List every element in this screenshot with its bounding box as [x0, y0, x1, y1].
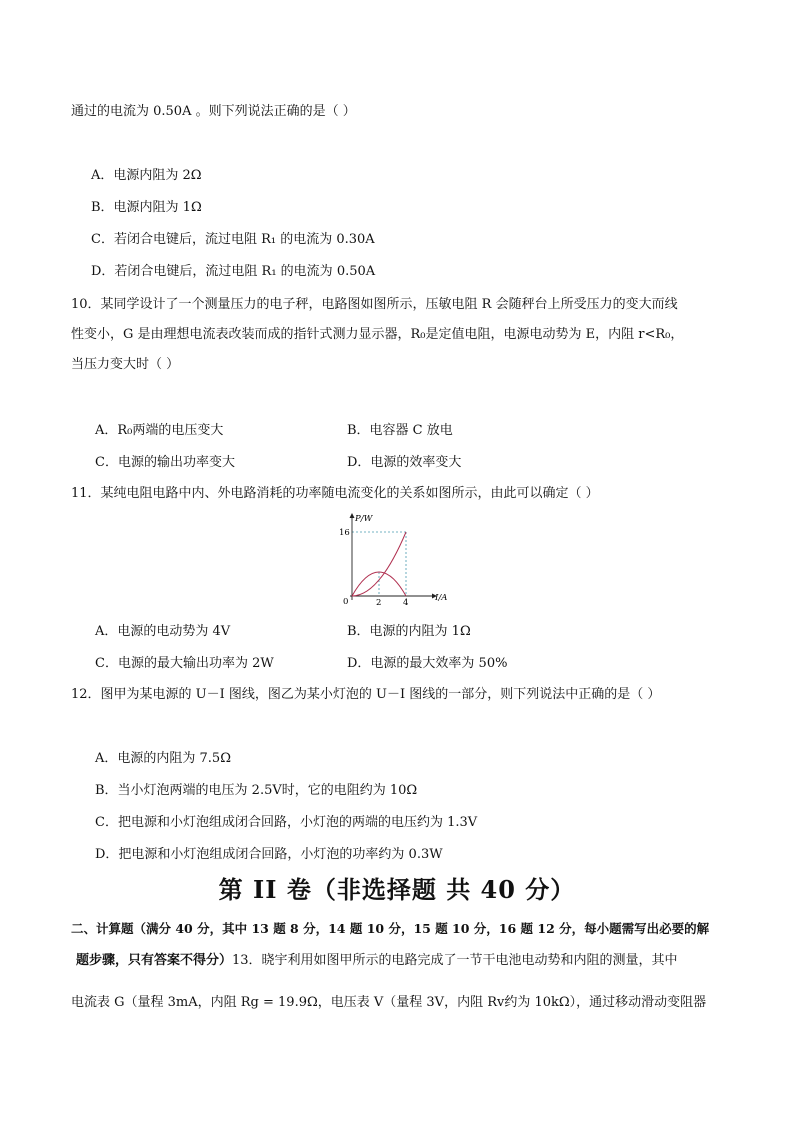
q9-option-d: D．若闭合电键后，流过电阻 R₁ 的电流为 0.50A — [91, 264, 376, 279]
q9-stem-end: 通过的电流为 0.50A 。则下列说法正确的是（ ） — [71, 104, 356, 119]
q11-option-c: C．电源的最大输出功率为 2W — [95, 656, 274, 671]
q11-option-a: A．电源的电动势为 4V — [95, 624, 231, 639]
graph-x-tick-4: 4 — [403, 598, 409, 608]
section-two-note: 题步骤，只有答案不得分） — [76, 953, 233, 968]
graph-x-tick-2: 2 — [376, 598, 382, 608]
q12-option-a: A．电源的内阻为 7.5Ω — [95, 751, 231, 766]
q10-stem-line-3: 当压力变大时（ ） — [71, 357, 180, 372]
q12-stem: 12．图甲为某电源的 U－I 图线，图乙为某小灯泡的 U－I 图线的一部分，则下列说法中正确的是（ ） — [71, 687, 661, 702]
q9-option-c: C．若闭合电键后，流过电阻 R₁ 的电流为 0.30A — [91, 232, 375, 247]
q10-option-c: C．电源的输出功率变大 — [95, 455, 235, 470]
q11-option-d: D．电源的最大效率为 50% — [347, 656, 508, 671]
graph-y-tick-16: 16 — [339, 528, 350, 538]
q13-stem-line-2: 电流表 G（量程 3mA，内阻 Rg = 19.9Ω，电压表 V（量程 3V，内阻 Rv约为 10kΩ），通过移动滑动变阻器 — [71, 995, 707, 1010]
q11-stem: 11．某纯电阻电路中内、外电路消耗的功率随电流变化的关系如图所示，由此可以确定（ ） — [71, 486, 599, 501]
part-two-heading: 第 II 卷（非选择题 共 40 分） — [218, 875, 576, 904]
q9-option-b: B．电源内阻为 1Ω — [91, 200, 202, 215]
q10-option-a: A．R₀两端的电压变大 — [95, 423, 224, 438]
q10-option-b: B．电容器 C 放电 — [347, 423, 453, 438]
q12-option-d: D．把电源和小灯泡组成闭合回路，小灯泡的功率约为 0.3W — [95, 847, 443, 862]
graph-y-arrow — [350, 513, 355, 518]
q10-stem-line-1: 10．某同学设计了一个测量压力的电子秤，电路图如图所示，压敏电阻 R 会随秤台上所受压力的变大而线 — [71, 297, 678, 312]
q10-stem-line-2: 性变小，G 是由理想电流表改装而成的指针式测力显示器，R₀是定值电阻，电源电动势为 E，内阻 r<R₀， — [71, 327, 684, 342]
q13-stem-start: 13．晓宇利用如图甲所示的电路完成了一节干电池电动势和内阻的测量，其中 — [232, 953, 678, 968]
q12-option-c: C．把电源和小灯泡组成闭合回路，小灯泡的两端的电压约为 1.3V — [95, 815, 478, 830]
q11-power-current-graph — [336, 508, 456, 608]
graph-inner-power-curve — [352, 532, 406, 596]
q12-option-b: B．当小灯泡两端的电压为 2.5V时，它的电阻约为 10Ω — [95, 783, 418, 798]
graph-y-label: P/W — [355, 514, 373, 524]
q11-option-b: B．电源的内阻为 1Ω — [347, 624, 471, 639]
q10-option-d: D．电源的效率变大 — [347, 455, 462, 470]
section-two-intro-line-1: 二、计算题（满分 40 分，其中 13 题 8 分，14 题 10 分，15 题 10 分，16 题 12 分，每小题需写出必要的解 — [71, 921, 710, 936]
graph-origin-label: 0 — [343, 597, 349, 607]
q9-option-a: A．电源内阻为 2Ω — [91, 168, 202, 183]
section-two-intro-line-2 — [76, 952, 678, 970]
graph-x-label: I/A — [435, 593, 448, 603]
